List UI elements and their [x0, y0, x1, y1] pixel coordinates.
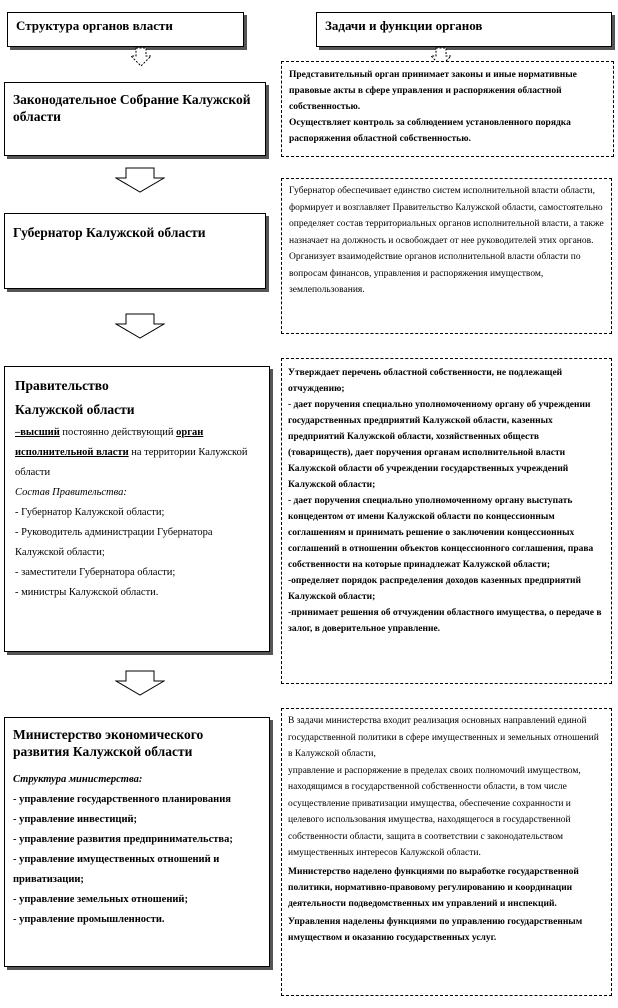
desc-highest: –высший	[15, 427, 60, 438]
node-title: Губернатор Калужской области	[13, 225, 206, 240]
structure-title: Структура министерства:	[13, 774, 143, 785]
task-item: -принимает решения об отчуждении областного имущества, о передаче в залог, в доверительное управление.	[288, 608, 602, 634]
composition-item: - министры Калужской области.	[15, 587, 159, 598]
tasks-ministry	[281, 708, 612, 996]
task-item: -определяет порядок распределения доходов казенных предприятий Калужской области;	[288, 576, 581, 602]
down-arrow-icon	[130, 47, 152, 67]
node-government	[4, 366, 270, 652]
task-item: Утверждает перечень областной собственности, не подлежащей отчуждению;	[288, 368, 563, 394]
down-arrow-icon	[115, 313, 165, 339]
desc-executive-body: орган исполнительной власти	[15, 427, 204, 458]
node-legislative-assembly	[4, 82, 266, 156]
task-item: - дает поручения специально уполномоченному органу выступать концедентом от имени Калужской области по концессионным соглашениям и принимать решение о заключении концессионных соглашений в отношении объектов концессионного соглашения, права собственности на которые принадлежат Калужской области;	[288, 496, 594, 570]
task-item: Губернатор обеспечивает единство систем исполнительной власти области, формирует и возглавляет Правительство Калужской области, самостоятельно определяет состав территориальных органов исполнительной власти, а также назначает на должность и освобождает от нее руководителей этих органов. Организует взаимодействие органов исполнительной власти области по вопросам финансов, управления и распоряжения имуществом, землепользования.	[289, 186, 604, 295]
structure-item: - управление развития предпринимательства;	[13, 834, 233, 845]
node-title-line1: Правительство	[15, 378, 109, 393]
structure-item: - управление государственного планирования	[13, 794, 231, 805]
down-arrow-icon	[115, 167, 165, 193]
header-tasks-label: Задачи и функции органов	[325, 18, 483, 33]
structure-item: - управление земельных отношений;	[13, 894, 188, 905]
node-governor	[4, 213, 266, 289]
header-structure-label: Структура органов власти	[16, 18, 173, 33]
tasks-government	[281, 358, 612, 684]
node-description	[15, 423, 259, 483]
node-title: Законодательное Собрание Калужской области	[13, 92, 251, 124]
header-tasks	[316, 12, 612, 47]
composition-item: - Руководитель администрации Губернатора Калужской области;	[15, 527, 213, 558]
task-item: Представительный орган принимает законы и иные нормативные правовые акты в сфере управления и распоряжения областной собственностью.	[289, 70, 577, 112]
task-item: - дает поручения специально уполномоченному органу об учреждении государственных предприятий Калужской области, казенных предприятий Калужской области, хозяйственных обществ (товариществ), дает поручения органам исполнительной власти Калужской области об учреждении государственных учреждений Калужской области;	[288, 400, 591, 490]
structure-item: - управление инвестиций;	[13, 814, 138, 825]
structure-item: - управление имущественных отношений и приватизации;	[13, 854, 220, 885]
header-structure	[7, 12, 244, 47]
desc-permanent: постоянно действующий	[59, 427, 177, 438]
tasks-governor	[281, 178, 612, 334]
task-item: Осуществляет контроль за соблюдением установленного порядка распоряжения областной собственностью.	[289, 118, 571, 144]
composition-title: Состав Правительства:	[15, 487, 127, 498]
task-item: Управления наделены функциями по управлению государственным имуществом и оказанию государственных услуг.	[288, 916, 583, 943]
node-ministry	[4, 717, 270, 967]
task-item: В задачи министерства входит реализация основных направлений единой государственной политики в сфере имущественных и земельных отношений в Калужской области, управление и распоряжение в пределах своих полномочий имуществом, находящимся в государственной собственности области, в том числе осуществление приватизации имущества, обеспечение сохранности и целевого использования имущества, находящегося в государственной собственности области, защита в соответствии с законодательством имущественных интересов Калужской области.	[288, 716, 599, 858]
composition-item: - заместители Губернатора области;	[15, 567, 176, 578]
node-title: Министерство экономического развития Калужской области	[13, 727, 204, 759]
composition-item: - Губернатор Калужской области;	[15, 507, 165, 518]
desc-territory: на территории Калужской области	[15, 447, 248, 478]
down-arrow-icon	[115, 670, 165, 696]
task-item: Министерство наделено функциями по выработке государственной политики, нормативно-правовому регулированию и координации деятельности подведомственных им управлений и инспекций.	[288, 866, 579, 909]
node-title-line2: Калужской области	[15, 402, 135, 417]
tasks-legislative-assembly	[281, 61, 614, 157]
structure-item: - управление промышленности.	[13, 914, 165, 925]
